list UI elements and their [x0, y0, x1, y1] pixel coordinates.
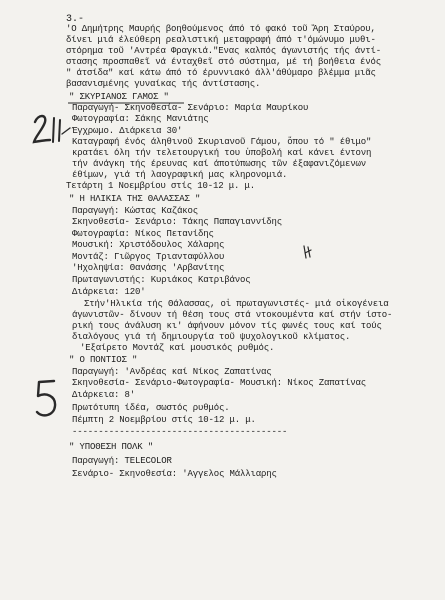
text-line: διαλόγους γιά τή δημιουργία τοῦ ψυχολογικοῦ κλίματος.	[72, 332, 351, 342]
film-title-ilikia: " Η ΗΛΙΚΙΑ ΤΗΣ ΘΑΛΑΣΣΑΣ "	[69, 194, 201, 204]
title-underline	[66, 100, 186, 106]
text-line: 'Εξαίρετο Μοντάζ καί μουσικός ρυθμός.	[80, 343, 275, 353]
text-line: 'Ηχοληψία: Θανάσης 'Αρβανίτης	[72, 263, 225, 273]
text-line: Φωτογραφία: Σάκης Μανιάτης	[72, 114, 209, 124]
text-line: Πρωτότυπη ίδέα, σωστός ρυθμός.	[72, 403, 230, 413]
screening-date: Πέμπτη 2 Νοεμβρίου στίς 10-12 μ. μ.	[72, 415, 256, 425]
text-line: άγωνιστῶν- δίνουν τή θέση τους στά ντοκουμέντα καί στήν ίστο-	[72, 310, 393, 320]
text-line: έθίμων, γιά τή λαογραφική μας κληρονομιά.	[72, 170, 288, 180]
text-line: Παραγωγή- Σκηνοθεσία- Σενάριο: Μαρία Μαυρίκου	[72, 103, 309, 113]
text-line: Έγχρωμο. Διάρκεια 30'	[72, 126, 183, 136]
text-line: 'Ο Δημήτρης Μαυρής βοηθούμενος άπό τό φακό τοῦ Ἄρη Σταύρου,	[66, 24, 376, 34]
text-line: Φωτογραφία: Νίκος Πετανίδης	[72, 229, 214, 239]
text-line: Μοντάζ: Γιῶργος Τριανταφύλλου	[72, 252, 225, 262]
text-line: Παραγωγή: Κώστας Καζάκος	[72, 206, 199, 216]
text-line: δίνει μιά έλεύθερη ρεαλιστική μεταφραφή άπό τ'όμώνυμο μυθι-	[66, 35, 376, 45]
film-title-skyrianos: " ΣΚΥΡΙΑΝΟΣ ΓΑΜΟΣ "	[69, 92, 169, 102]
page-number: 3.-	[66, 14, 85, 25]
text-line: ρική τους άνάλυση κι' άφήνουν μόνον τίς φωνές τους καί τούς	[72, 321, 382, 331]
film-title-polk: " ΥΠΟΘΕΣΗ ΠΟΛΚ "	[69, 442, 154, 452]
handwritten-mark-2	[32, 376, 64, 422]
screening-date: Τετάρτη 1 Νοεμβρίου στίς 10-12 μ. μ.	[66, 181, 256, 191]
text-line: Στήν'Ηλικία τής Θάλασσας, οἱ πρωταγωνιστές- μιά οἰκογένεια	[84, 299, 389, 309]
text-line: Παραγωγή: TELECOLOR	[72, 456, 172, 466]
text-line: Παραγωγή: 'Ανδρέας καί Νίκος Ζαπατίνας	[72, 367, 272, 377]
text-line: Διάρκεια: 120'	[72, 287, 146, 297]
text-line: " άτσίδα" καί κάτω άπό τό έρυννιακό άλλ'άθύμαρο βλέμμα μιᾶς	[66, 68, 376, 78]
text-line: βασανισμένης γυναίκας τής άντίστασης.	[66, 79, 261, 89]
separator-line: -----------------------------------------	[72, 427, 288, 437]
text-line: Σκηνοθεσία- Σενάριο-Φωτογραφία- Μουσική: Νίκος Ζαπατίνας	[72, 378, 367, 388]
text-line: στόρημα τοῦ 'Αντρέα Φραγκιά."Ενας καλπός άγωνιστής τής άντί-	[66, 46, 382, 56]
text-line: Σκηνοθεσία- Σενάριο: Τάκης Παπαγιαννίδης	[72, 217, 283, 227]
text-line: Καταγραφή ένός άληθινοῦ Σκυριανοῦ Γάμου, ὅπου τό " έθιμο"	[72, 137, 372, 147]
text-line: Σενάριο- Σκηνοθεσία: 'Αγγελος Μάλλιαρης	[72, 469, 277, 479]
text-line: τήν άνάγκη τής έρευνας καί άποτύπωσης τῶν έξαφανιζόμενων	[72, 159, 367, 169]
handwritten-mark-1	[32, 112, 72, 148]
ink-mark	[301, 244, 315, 260]
text-line: Διάρκεια: 8'	[72, 390, 136, 400]
text-line: Πρωταγωνιστής: Κυριάκος Κατριβάνος	[72, 275, 251, 285]
text-line: Μουσική: Χριστόδουλος Χάλαρης	[72, 240, 225, 250]
film-title-pontios: " Ο ΠΟΝΤΙΟΣ "	[69, 355, 138, 365]
text-line: στασης προσπαθεῖ νά ένταχθεῖ στό σύστημα, μέ τή βοήθεια ένός	[66, 57, 382, 67]
text-line: κρατάει όλη τήν τελετουργική του ὑποβολή καί κάνει έντονη	[72, 148, 372, 158]
